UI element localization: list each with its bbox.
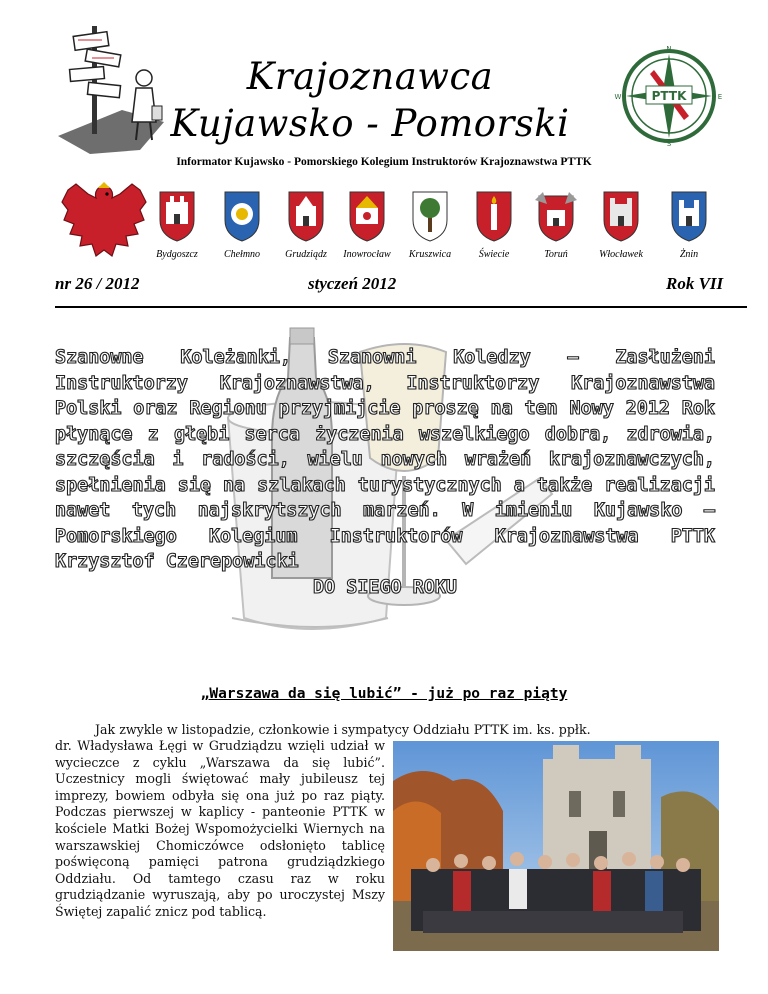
crest-label-bydgoszcz: Bydgoszcz [156, 249, 198, 260]
crest-wloclawek [601, 186, 641, 242]
crest-label-kruszwica: Kruszwica [408, 249, 452, 260]
crest-inowroclaw [347, 186, 387, 242]
greeting-text: Szanowne Koleżanki, Szanowni Koledzy – Zasłużeni Instruktorzy Krajoznawstwa, Instruktorzy Krajoznawstwa Polski oraz Regionu przyjmijcie proszę na ten Nowy 2012 Rok płynące z głębi serca życzenia wszelkiego dobra, zdrowia, szczęścia i radości, wielu nowych wrażeń krajoznawczych, spełnienia się na szlakach turystycznych a także realizacji nawet tych najskrytszych marzeń. [55, 347, 715, 521]
issue-year: Rok VII [666, 274, 724, 293]
issue-date: styczeń 2012 [308, 274, 397, 293]
crest-znin [669, 186, 709, 242]
crest-grudziadz [286, 186, 326, 242]
crest-chelmno [222, 186, 262, 242]
crest-bydgoszcz [157, 186, 197, 242]
issue-number: nr 26 / 2012 [55, 274, 140, 293]
pttk-compass-logo [614, 46, 724, 146]
greeting-signature: W imieniu Kujawsko – Pomorskiego Kolegium Instruktorów Krajoznawstwa PTTK Krzysztof Czerepowicki [55, 500, 715, 572]
new-year-greeting [55, 345, 715, 600]
group-photo [393, 741, 719, 951]
crest-swiecie [474, 186, 514, 242]
crest-label-grudziadz: Grudziądz [285, 249, 327, 260]
greeting-closing: DO SIEGO ROKU [313, 576, 457, 598]
header-rule [55, 306, 747, 308]
compass-s: S [666, 140, 672, 146]
compass-w: W [614, 93, 622, 101]
article-column-text: dr. Władysława Łęgi w Grudziądzu wzięli udział w wycieczce z cyklu „Warszawa da się lubić”. Uczestnicy mogli świętować mały jubileusz tej imprezy, bowiem odbyła się ona już po raz piąty. Podczas pierwszej w kaplicy - panteonie PTTK w kościele Matki Bożej Wspomożycielki Wiernych na warszawskiej Chomiczówce odsłonięto tablicę poświęconą pamięci patrona grudziądzkiego Oddziału. Od tamtego czasu raz w roku grudziądzanie wyruszają, aby po uroczystej Mszy Świętej zapalić znicz pod tablicą. [55, 738, 385, 919]
masthead-title-line2: Kujawsko - Pomorski [170, 102, 570, 145]
pttk-logo-text: PTTK [651, 89, 687, 103]
compass-n: N [666, 46, 672, 53]
crest-label-torun: Toruń [544, 249, 568, 260]
crest-torun [534, 186, 578, 242]
crest-label-swiecie: Świecie [478, 249, 510, 260]
crest-label-inowroclaw: Inowrocław [343, 249, 391, 260]
masthead-subtitle: Informator Kujawsko - Pomorskiego Kolegium Instruktorów Krajoznawstwa PTTK [176, 156, 592, 168]
crest-label-znin: Żnin [679, 249, 699, 260]
article-first-line: Jak zwykle w listopadzie, członkowie i sympatycy Oddziału PTTK im. ks. ppłk. [95, 722, 591, 737]
masthead-title-line1: Krajoznawca [246, 55, 494, 98]
article-title: „Warszawa da się lubić” - już po raz piąty [200, 686, 568, 702]
compass-e: E [717, 93, 723, 101]
crest-label-wloclawek: Włocławek [599, 249, 643, 260]
crest-label-chelmno: Chełmno [223, 249, 261, 260]
crest-kruszwica [410, 186, 450, 242]
